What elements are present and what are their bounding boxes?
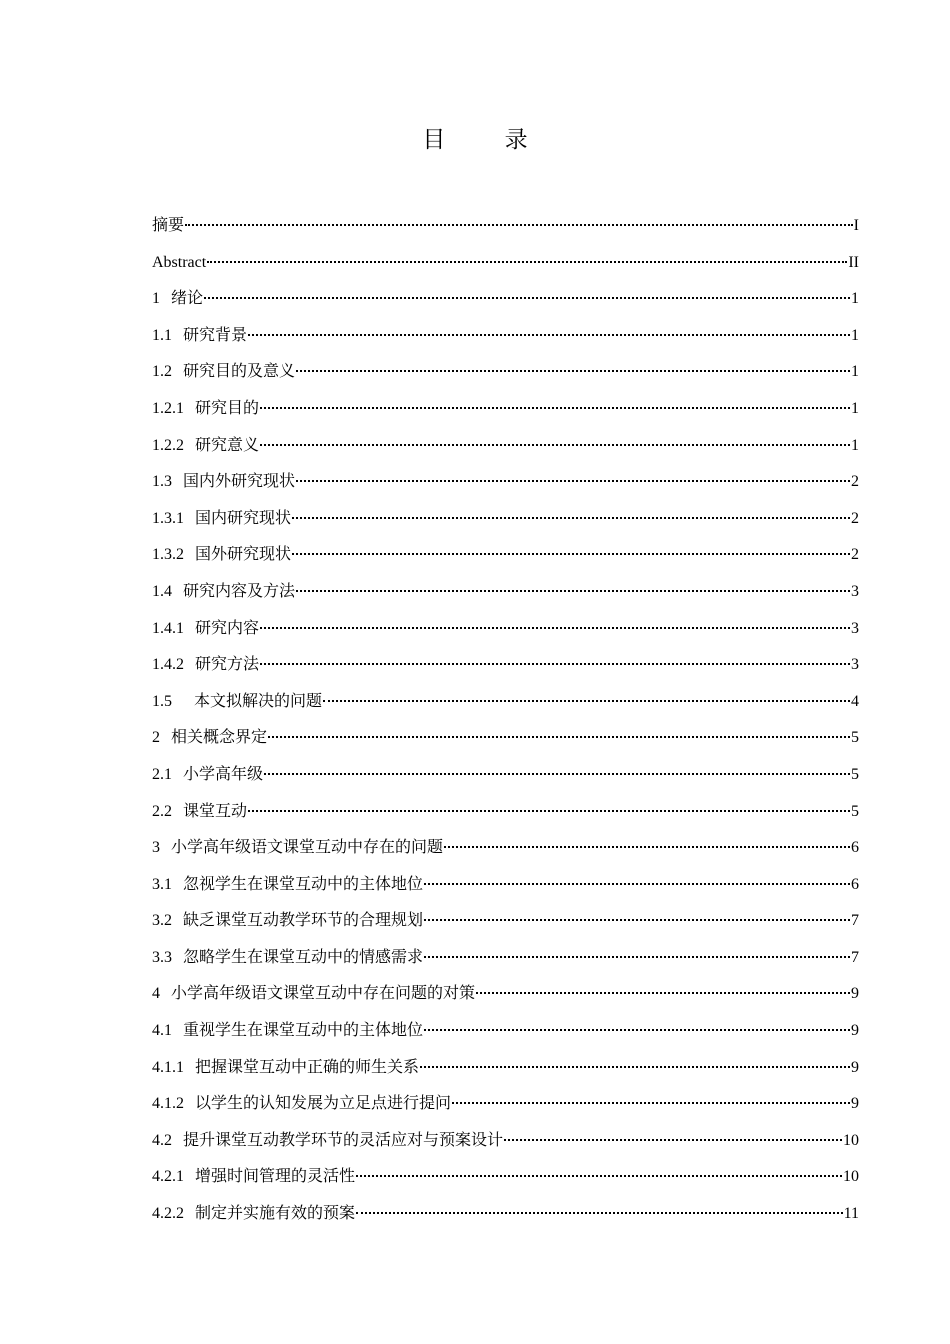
toc-entry-number: 1	[152, 290, 160, 308]
toc-entry-text: Abstract	[152, 253, 207, 271]
toc-entry[interactable]	[152, 757, 859, 794]
table-of-contents	[152, 208, 859, 1233]
toc-entry-number: 4.1.2	[152, 1095, 184, 1113]
toc-entry-page-number: 9	[851, 1058, 859, 1076]
toc-entry-page-number: 9	[851, 1095, 859, 1113]
toc-entry-text: 课堂互动	[183, 802, 248, 820]
toc-entry-text: 制定并实施有效的预案	[195, 1205, 356, 1223]
toc-entry-text: 缺乏课堂互动教学环节的合理规划	[183, 912, 424, 930]
toc-entry[interactable]	[152, 1159, 859, 1196]
toc-entry-label	[152, 830, 443, 867]
toc-entry[interactable]	[152, 611, 859, 648]
toc-entry[interactable]	[152, 1123, 859, 1160]
dot-leader	[444, 832, 850, 852]
toc-entry-number: 3.3	[152, 948, 172, 966]
toc-entry[interactable]	[152, 647, 859, 684]
dot-leader	[207, 247, 847, 267]
toc-entry-text: 小学高年级语文课堂互动中存在问题的对策	[171, 985, 476, 1003]
toc-entry[interactable]	[152, 354, 859, 391]
toc-entry[interactable]	[152, 940, 859, 977]
toc-entry-number: 2.2	[152, 802, 172, 820]
toc-entry-number: 4.2.1	[152, 1168, 184, 1186]
dot-leader	[248, 796, 850, 816]
toc-entry-text: 小学高年级语文课堂互动中存在的问题	[171, 839, 444, 857]
toc-entry-label	[152, 903, 423, 940]
toc-entry[interactable]	[152, 428, 859, 465]
toc-entry-number: 2.1	[152, 765, 172, 783]
toc-entry-number: 4.2.2	[152, 1205, 184, 1223]
dot-leader	[264, 759, 850, 779]
toc-entry-number: 1.2.2	[152, 436, 184, 454]
toc-entry-page-number: 3	[851, 582, 859, 600]
toc-entry-number: 3.2	[152, 912, 172, 930]
toc-entry-page-number: 6	[851, 875, 859, 893]
toc-entry[interactable]	[152, 1086, 859, 1123]
toc-entry-label	[152, 1123, 503, 1160]
dot-leader	[424, 942, 850, 962]
toc-entry[interactable]	[152, 867, 859, 904]
toc-entry[interactable]	[152, 574, 859, 611]
toc-entry-text: 以学生的认知发展为立足点进行提问	[195, 1095, 452, 1113]
toc-entry[interactable]	[152, 464, 859, 501]
toc-entry[interactable]	[152, 537, 859, 574]
dot-leader	[204, 283, 850, 303]
dot-leader	[260, 649, 850, 669]
toc-entry-page-number: 2	[851, 509, 859, 527]
toc-entry-label	[152, 1159, 355, 1196]
toc-entry-label	[152, 245, 206, 282]
dot-leader	[185, 210, 853, 230]
toc-entry-label	[152, 354, 295, 391]
toc-entry-text: 研究意义	[195, 436, 260, 454]
dot-leader	[452, 1088, 850, 1108]
dot-leader	[323, 686, 850, 706]
dot-leader	[296, 356, 850, 376]
toc-entry-text: 研究内容	[195, 619, 260, 637]
toc-entry-number: 1.3	[152, 473, 172, 491]
dot-leader	[356, 1198, 843, 1218]
toc-entry-number: 1.5	[152, 692, 172, 710]
toc-entry-label	[152, 684, 322, 721]
page-title: 目 录	[422, 127, 554, 153]
dot-leader	[504, 1125, 842, 1145]
toc-entry[interactable]	[152, 684, 859, 721]
toc-entry-label	[152, 611, 259, 648]
toc-entry-label	[152, 1013, 423, 1050]
toc-entry-number: 2	[152, 729, 160, 747]
toc-entry-page-number: 1	[851, 290, 859, 308]
toc-entry-number: 1.3.1	[152, 509, 184, 527]
toc-entry-page-number: 6	[851, 839, 859, 857]
toc-entry-page-number: 1	[851, 436, 859, 454]
dot-leader	[296, 576, 850, 596]
toc-entry-text: 忽略学生在课堂互动中的情感需求	[183, 948, 424, 966]
toc-entry-number: 4.1	[152, 1022, 172, 1040]
toc-entry-text: 重视学生在课堂互动中的主体地位	[183, 1022, 424, 1040]
toc-entry-text: 本文拟解决的问题	[194, 692, 323, 710]
toc-entry-page-number: 7	[851, 948, 859, 966]
dot-leader	[476, 978, 850, 998]
dot-leader	[424, 1015, 850, 1035]
toc-entry-text: 绪论	[171, 290, 204, 308]
toc-entry-page-number: 10	[843, 1168, 859, 1186]
toc-entry[interactable]	[152, 976, 859, 1013]
toc-entry-number: 4	[152, 985, 160, 1003]
dot-leader	[296, 466, 850, 486]
toc-entry-number: 1.3.2	[152, 546, 184, 564]
toc-entry-page-number: 4	[851, 692, 859, 710]
toc-entry-label	[152, 1086, 451, 1123]
toc-entry[interactable]	[152, 1050, 859, 1087]
toc-entry[interactable]	[152, 501, 859, 538]
toc-entry-label	[152, 794, 247, 831]
toc-entry-text: 研究目的及意义	[183, 363, 296, 381]
toc-entry-page-number: 9	[851, 985, 859, 1003]
dot-leader	[292, 503, 850, 523]
toc-entry-number: 4.2	[152, 1131, 172, 1149]
toc-entry-label	[152, 464, 295, 501]
toc-entry[interactable]	[152, 245, 859, 282]
toc-entry-text: 研究方法	[195, 656, 260, 674]
toc-entry-label	[152, 428, 259, 465]
toc-entry-label	[152, 391, 259, 428]
toc-entry-page-number: 2	[851, 546, 859, 564]
dot-leader	[292, 539, 850, 559]
toc-entry-label	[152, 281, 203, 318]
dot-leader	[356, 1161, 842, 1181]
toc-entry-number: 3.1	[152, 875, 172, 893]
toc-entry[interactable]	[152, 1196, 859, 1233]
toc-entry[interactable]	[152, 281, 859, 318]
toc-entry-label	[152, 208, 184, 245]
toc-entry-text: 相关概念界定	[171, 729, 268, 747]
dot-leader	[260, 430, 850, 450]
toc-entry-text: 研究目的	[195, 399, 260, 417]
toc-entry-text: 国外研究现状	[195, 546, 292, 564]
toc-entry-label	[152, 318, 247, 355]
toc-entry-text: 研究背景	[183, 326, 248, 344]
toc-entry-text: 小学高年级	[183, 765, 264, 783]
toc-entry-label	[152, 867, 423, 904]
toc-entry-number: 1.2.1	[152, 399, 184, 417]
toc-entry-text: 把握课堂互动中正确的师生关系	[195, 1058, 420, 1076]
toc-entry[interactable]	[152, 794, 859, 831]
dot-leader	[420, 1052, 850, 1072]
dot-leader	[248, 320, 850, 340]
dot-leader	[424, 905, 850, 925]
toc-entry-page-number: 1	[851, 363, 859, 381]
toc-entry-page-number: 5	[851, 765, 859, 783]
toc-entry-page-number: 11	[843, 1205, 859, 1223]
toc-entry[interactable]	[152, 391, 859, 428]
toc-entry-text: 摘要	[152, 217, 185, 234]
toc-entry-number: 4.1.1	[152, 1058, 184, 1076]
toc-entry-page-number: II	[848, 253, 859, 271]
toc-entry[interactable]	[152, 318, 859, 355]
dot-leader	[260, 393, 850, 413]
toc-entry-label	[152, 940, 423, 977]
toc-entry-page-number: 1	[851, 399, 859, 417]
toc-entry-page-number: 1	[851, 326, 859, 344]
toc-entry-page-number: 10	[843, 1131, 859, 1149]
toc-entry-label	[152, 976, 475, 1013]
toc-entry[interactable]	[152, 208, 859, 245]
toc-entry-label	[152, 1196, 355, 1233]
toc-entry-page-number: 3	[851, 656, 859, 674]
toc-entry-page-number: 5	[851, 802, 859, 820]
dot-leader	[424, 869, 850, 889]
toc-entry-label	[152, 537, 291, 574]
toc-entry-number: 1.1	[152, 326, 172, 344]
toc-entry[interactable]	[152, 720, 859, 757]
toc-entry-text: 国内外研究现状	[183, 473, 296, 491]
toc-entry-number: 3	[152, 839, 160, 857]
toc-entry-number: 1.4.1	[152, 619, 184, 637]
toc-entry[interactable]	[152, 1013, 859, 1050]
toc-entry-page-number: 7	[851, 912, 859, 930]
toc-entry-label	[152, 574, 295, 611]
toc-entry-text: 增强时间管理的灵活性	[195, 1168, 356, 1186]
toc-entry-text: 国内研究现状	[195, 509, 292, 527]
toc-entry-page-number: I	[853, 217, 859, 234]
toc-entry-number: 1.2	[152, 363, 172, 381]
toc-entry-page-number: 9	[851, 1022, 859, 1040]
toc-entry[interactable]	[152, 903, 859, 940]
toc-entry-text: 研究内容及方法	[183, 582, 296, 600]
toc-entry[interactable]	[152, 830, 859, 867]
toc-entry-text: 忽视学生在课堂互动中的主体地位	[183, 875, 424, 893]
toc-entry-label	[152, 720, 267, 757]
toc-entry-text: 提升课堂互动教学环节的灵活应对与预案设计	[183, 1131, 504, 1149]
dot-leader	[268, 722, 850, 742]
dot-leader	[260, 613, 850, 633]
toc-entry-page-number: 3	[851, 619, 859, 637]
toc-entry-page-number: 2	[851, 473, 859, 491]
toc-entry-label	[152, 501, 291, 538]
toc-entry-label	[152, 647, 259, 684]
toc-entry-number: 1.4	[152, 582, 172, 600]
toc-entry-label	[152, 1050, 419, 1087]
toc-entry-page-number: 5	[851, 729, 859, 747]
toc-entry-number: 1.4.2	[152, 656, 184, 674]
toc-entry-label	[152, 757, 263, 794]
